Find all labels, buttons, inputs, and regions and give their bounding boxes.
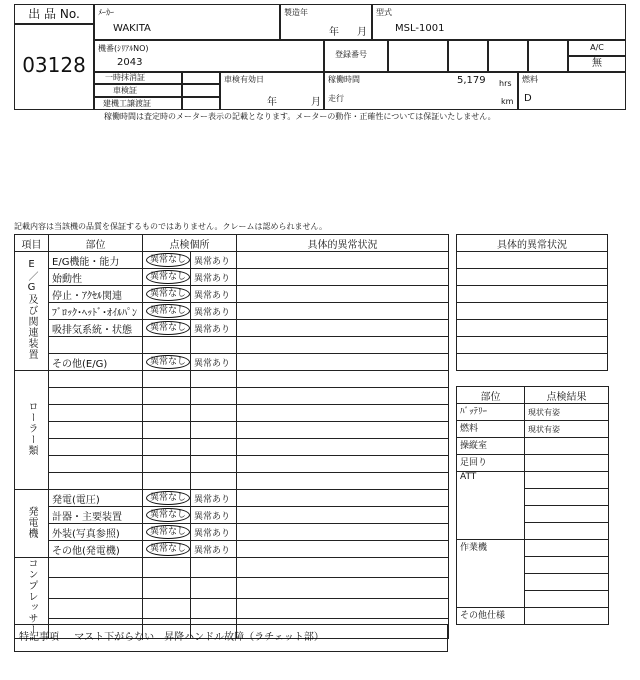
ok-circled-mark: 異常なし <box>146 321 190 335</box>
table-row <box>15 598 449 618</box>
check-ng-cell <box>191 490 237 507</box>
ac-value: 無 <box>568 56 626 72</box>
detail-cell <box>237 422 449 439</box>
section-name: コンプレッサー <box>26 558 37 635</box>
reg-box-4 <box>528 40 568 72</box>
part-name: ﾌﾞﾛｯｸ･ﾍｯﾄﾞ･ｵｲﾙﾊﾟﾝ <box>49 303 143 320</box>
main-header-1: 部位 <box>49 235 143 252</box>
check-ok-cell <box>143 286 191 303</box>
result-value <box>525 574 609 591</box>
inspection-cell <box>220 72 324 110</box>
main-header-3: 具体的異常状況 <box>237 235 449 252</box>
detail-cell <box>237 371 449 388</box>
check-ok-cell <box>143 541 191 558</box>
right-notes-table <box>456 234 608 371</box>
ok-circled-mark: 異常なし <box>146 253 190 267</box>
result-part: 操縦室 <box>457 438 525 455</box>
part-name <box>49 405 143 422</box>
hours-label: 稼働時間 <box>328 75 360 84</box>
check-ok-cell <box>143 558 191 578</box>
table-row <box>15 337 449 354</box>
check-ng-cell <box>191 558 237 578</box>
table-row <box>15 252 449 269</box>
detail-cell <box>237 269 449 286</box>
part-name <box>49 388 143 405</box>
check-ng-cell <box>191 252 237 269</box>
check-ng-cell <box>191 422 237 439</box>
fuel-value: D <box>524 93 532 104</box>
ok-circled-mark: 異常なし <box>146 270 190 284</box>
inspection-label: 車検有効日 <box>224 75 264 84</box>
check-ok-cell <box>143 598 191 618</box>
ng-label: 異常あり <box>194 290 231 301</box>
model-label: 型式 <box>376 8 392 17</box>
blank-row <box>457 286 608 303</box>
result-part: 足回り <box>457 455 525 472</box>
check-ng-cell <box>191 269 237 286</box>
table-row <box>15 371 449 388</box>
doc-check-3 <box>182 97 220 110</box>
result-value <box>525 557 609 574</box>
section-name: E／G及び関連装置 <box>26 259 37 360</box>
table-row <box>15 405 449 422</box>
hours-cell <box>324 72 518 110</box>
table-row <box>15 439 449 456</box>
section-name: 発電機 <box>26 505 37 539</box>
check-ng-cell <box>191 405 237 422</box>
check-ok-cell <box>143 388 191 405</box>
part-name <box>49 422 143 439</box>
check-ok-cell <box>143 269 191 286</box>
serial-label: 機番(ｼﾘｱﾙNO) <box>98 44 149 53</box>
ok-circled-mark: 異常なし <box>146 508 190 522</box>
model-value: MSL-1001 <box>395 23 445 34</box>
detail-cell <box>237 456 449 473</box>
result-value <box>525 540 609 557</box>
check-ok-cell <box>143 252 191 269</box>
result-part: ATT <box>457 472 525 540</box>
result-value <box>525 506 609 523</box>
table-row <box>15 269 449 286</box>
doc-label-1: 一時抹消証 <box>94 72 182 84</box>
reg-box-3 <box>488 40 528 72</box>
detail-cell <box>237 337 449 354</box>
section-name: ローラー類 <box>26 401 37 456</box>
doc-label-3: 建機工譲渡証 <box>94 97 182 110</box>
insp-year-unit: 年 <box>267 97 277 108</box>
right-notes-header: 具体的異常状況 <box>457 235 608 252</box>
check-ng-cell <box>191 439 237 456</box>
ng-label: 異常あり <box>194 273 231 284</box>
detail-cell <box>237 252 449 269</box>
table-row <box>15 490 449 507</box>
part-name <box>49 371 143 388</box>
ng-label: 異常あり <box>194 511 231 522</box>
check-ng-cell <box>191 578 237 598</box>
doc-check-1 <box>182 72 220 84</box>
ng-label: 異常あり <box>194 324 231 335</box>
table-row <box>15 456 449 473</box>
year-cell <box>280 4 372 40</box>
part-name <box>49 456 143 473</box>
check-ok-cell <box>143 439 191 456</box>
table-row <box>15 524 449 541</box>
ng-label: 異常あり <box>194 358 231 369</box>
blank-row <box>457 252 608 269</box>
part-name: 外装(写真参照) <box>49 524 143 541</box>
check-ok-cell <box>143 337 191 354</box>
detail-cell <box>237 354 449 371</box>
reg-box-2 <box>448 40 488 72</box>
part-name: 吸排気系統・状態 <box>49 320 143 337</box>
part-name: 始動性 <box>49 269 143 286</box>
table-row <box>15 422 449 439</box>
detail-cell <box>237 490 449 507</box>
check-ng-cell <box>191 388 237 405</box>
check-ok-cell <box>143 354 191 371</box>
part-name: 停止・ｱｸｾﾙ関連 <box>49 286 143 303</box>
check-ok-cell <box>143 422 191 439</box>
check-ok-cell <box>143 456 191 473</box>
lot-label: 出 品 No. <box>14 4 94 24</box>
ng-label: 異常あり <box>194 528 231 539</box>
detail-cell <box>237 303 449 320</box>
table-row <box>15 354 449 371</box>
part-name <box>49 578 143 598</box>
result-part: 燃料 <box>457 421 525 438</box>
check-ok-cell <box>143 507 191 524</box>
check-ok-cell <box>143 371 191 388</box>
doc-label-2: 車検証 <box>94 84 182 97</box>
blank-row <box>457 337 608 354</box>
result-part: その他仕様 <box>457 608 525 625</box>
check-ng-cell <box>191 371 237 388</box>
check-ng-cell <box>191 473 237 490</box>
result-value <box>525 489 609 506</box>
fuel-cell <box>518 72 626 110</box>
results-header-1: 点検結果 <box>525 387 609 404</box>
part-name: E/G機能・能力 <box>49 252 143 269</box>
reg-label: 登録番号 <box>324 40 388 72</box>
table-row <box>15 507 449 524</box>
remarks-box <box>14 624 448 652</box>
main-header-2: 点検個所 <box>143 235 237 252</box>
remarks-label: 特記事項 <box>19 632 59 643</box>
detail-cell <box>237 558 449 578</box>
ng-label: 異常あり <box>194 256 231 267</box>
ac-label: A/C <box>568 40 626 56</box>
disclaimer: 記載内容は当該機の品質を保証するものではありません。クレームは認められません。 <box>14 222 327 231</box>
ng-label: 異常あり <box>194 494 231 505</box>
detail-cell <box>237 388 449 405</box>
check-ok-cell <box>143 524 191 541</box>
table-row <box>15 541 449 558</box>
detail-cell <box>237 286 449 303</box>
check-ng-cell <box>191 541 237 558</box>
doc-check-2 <box>182 84 220 97</box>
part-name <box>49 337 143 354</box>
check-ng-cell <box>191 286 237 303</box>
table-row <box>15 388 449 405</box>
check-ok-cell <box>143 320 191 337</box>
table-row <box>15 303 449 320</box>
section-label <box>15 252 49 371</box>
result-value: 現状有姿 <box>525 421 609 438</box>
result-value: 現状有姿 <box>525 404 609 421</box>
blank-row <box>457 303 608 320</box>
check-ok-cell <box>143 473 191 490</box>
month-unit: 月 <box>357 27 367 38</box>
part-name <box>49 558 143 578</box>
model-cell <box>372 4 626 40</box>
maker-value: WAKITA <box>113 23 151 34</box>
fuel-label: 燃料 <box>522 75 538 84</box>
check-ok-cell <box>143 490 191 507</box>
reg-box-1 <box>388 40 448 72</box>
result-value <box>525 472 609 489</box>
detail-cell <box>237 320 449 337</box>
maker-label: ﾒｰｶｰ <box>98 8 114 17</box>
section-label <box>15 490 49 558</box>
check-ng-cell <box>191 354 237 371</box>
detail-cell <box>237 439 449 456</box>
ok-circled-mark: 異常なし <box>146 542 190 556</box>
main-header-0: 項目 <box>15 235 49 252</box>
part-name: 発電(電圧) <box>49 490 143 507</box>
result-value <box>525 438 609 455</box>
detail-cell <box>237 578 449 598</box>
ng-label: 異常あり <box>194 307 231 318</box>
table-row <box>15 473 449 490</box>
insp-month-unit: 月 <box>311 97 321 108</box>
blank-row <box>457 320 608 337</box>
detail-cell <box>237 507 449 524</box>
blank-row <box>457 354 608 371</box>
check-ng-cell <box>191 598 237 618</box>
section-label <box>15 371 49 490</box>
detail-cell <box>237 598 449 618</box>
table-row <box>15 558 449 578</box>
hours-note: 稼働時間は査定時のメーター表示の記載となります。メーターの動作・正確性については保証いたしません。 <box>104 112 496 121</box>
part-name: その他(発電機) <box>49 541 143 558</box>
check-ng-cell <box>191 456 237 473</box>
part-name: 計器・主要装置 <box>49 507 143 524</box>
ok-circled-mark: 異常なし <box>146 304 190 318</box>
check-ok-cell <box>143 303 191 320</box>
check-ng-cell <box>191 524 237 541</box>
result-value <box>525 591 609 608</box>
check-ng-cell <box>191 507 237 524</box>
check-ok-cell <box>143 578 191 598</box>
lot-number: 03128 <box>14 24 94 110</box>
ok-circled-mark: 異常なし <box>146 355 190 369</box>
year-label: 製造年 <box>284 8 308 17</box>
check-ng-cell <box>191 320 237 337</box>
hours-value: 5,179 <box>457 75 486 86</box>
table-row <box>15 320 449 337</box>
check-ng-cell <box>191 337 237 354</box>
inspection-table <box>14 234 449 639</box>
result-value <box>525 608 609 625</box>
results-header-0: 部位 <box>457 387 525 404</box>
km-unit: km <box>501 97 514 106</box>
detail-cell <box>237 473 449 490</box>
serial-value: 2043 <box>117 57 143 68</box>
part-name <box>49 598 143 618</box>
serial-cell <box>94 40 324 72</box>
ok-circled-mark: 異常なし <box>146 491 190 505</box>
detail-cell <box>237 541 449 558</box>
result-value <box>525 455 609 472</box>
result-part: ﾊﾞｯﾃﾘｰ <box>457 404 525 421</box>
part-name <box>49 439 143 456</box>
detail-cell <box>237 524 449 541</box>
remarks-text: マスト下がらない 昇降ハンドル故障（ラチェット部） <box>74 632 324 643</box>
ok-circled-mark: 異常なし <box>146 287 190 301</box>
hours-unit: hrs <box>499 79 512 88</box>
results-table <box>456 386 609 625</box>
detail-cell <box>237 405 449 422</box>
result-part: 作業機 <box>457 540 525 608</box>
check-ng-cell <box>191 303 237 320</box>
table-row <box>15 578 449 598</box>
check-ok-cell <box>143 405 191 422</box>
maker-cell <box>94 4 280 40</box>
ok-circled-mark: 異常なし <box>146 525 190 539</box>
year-unit: 年 <box>329 27 339 38</box>
part-name: その他(E/G) <box>49 354 143 371</box>
ng-label: 異常あり <box>194 545 231 556</box>
table-row <box>15 286 449 303</box>
blank-row <box>457 269 608 286</box>
part-name <box>49 473 143 490</box>
result-value <box>525 523 609 540</box>
km-label: 走行 <box>328 94 344 103</box>
